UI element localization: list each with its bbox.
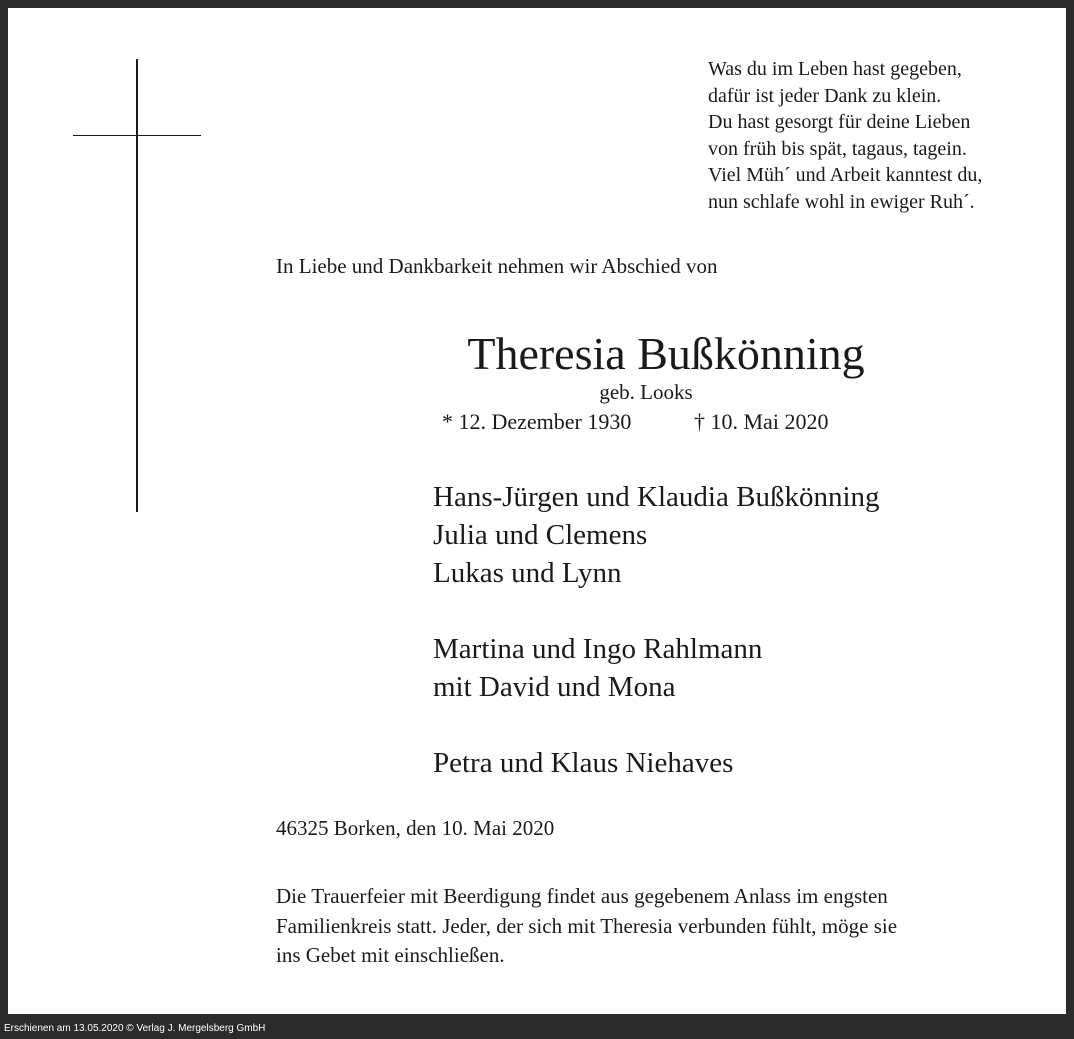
place-and-date: 46325 Borken, den 10. Mai 2020 <box>276 816 555 840</box>
birth-date: * 12. Dezember 1930 <box>442 409 632 434</box>
notice-line: ins Gebet mit einschließen. <box>276 943 505 967</box>
poem-line: Viel Müh´ und Arbeit kanntest du, <box>708 164 983 186</box>
poem-line: Du hast gesorgt für deine Lieben <box>708 111 971 133</box>
obituary-sheet <box>8 8 1066 1014</box>
notice-line: Familienkreis statt. Jeder, der sich mit Theresia verbunden fühlt, möge sie <box>276 913 898 938</box>
mourner-line: mit David und Mona <box>433 671 676 703</box>
death-date: † 10. Mai 2020 <box>694 409 829 434</box>
mourner-line: Martina und Ingo Rahlmann <box>433 633 763 665</box>
poem-line: dafür ist jeder Dank zu klein. <box>708 84 942 107</box>
mourners-list <box>433 478 880 782</box>
intro-text: In Liebe und Dankbarkeit nehmen wir Abschied von <box>276 254 718 278</box>
cross-vertical-bar <box>136 59 138 512</box>
mourner-group <box>433 630 880 706</box>
mourner-line: Julia und Clemens <box>433 519 648 551</box>
mourner-group <box>433 744 880 782</box>
notice-line: Die Trauerfeier mit Beerdigung findet aus gegebenem Anlass im engsten <box>276 884 888 908</box>
poem-line: von früh bis spät, tagaus, tagein. <box>708 137 967 160</box>
poem-line: Was du im Leben hast gegeben, <box>708 58 962 80</box>
deceased-name: Theresia Bußkönning <box>467 328 865 379</box>
poem-line: nun schlafe wohl in ewiger Ruh´. <box>708 190 975 213</box>
poem <box>708 56 982 215</box>
mourner-line: Petra und Klaus Niehaves <box>433 747 734 779</box>
birth-name: geb. Looks <box>599 380 693 404</box>
mourner-line: Hans-Jürgen und Klaudia Bußkönning <box>433 481 880 513</box>
mourner-group <box>433 478 880 592</box>
funeral-notice <box>276 882 1021 971</box>
mourner-line: Lukas und Lynn <box>433 557 622 589</box>
cross-horizontal-bar <box>73 135 201 136</box>
publication-footer: Erschienen am 13.05.2020 © Verlag J. Mergelsberg GmbH <box>4 1023 266 1034</box>
